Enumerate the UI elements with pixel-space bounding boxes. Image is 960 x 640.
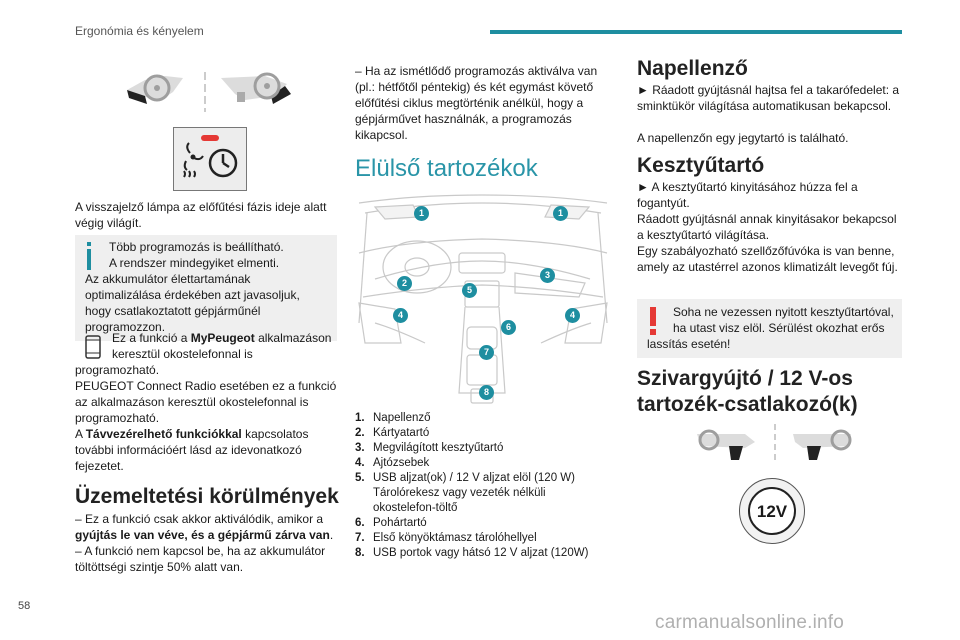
remote-pre: A	[75, 427, 86, 441]
accessories-list	[355, 411, 610, 561]
callout-3: 3	[540, 268, 555, 283]
list-item	[355, 411, 610, 426]
callout-7: 7	[479, 345, 494, 360]
list-item-number	[355, 501, 373, 516]
glovebox-text-2: Ráadott gyújtásnál annak kinyitásakor bekapcsol a kesztyűtartó világítása.	[637, 212, 897, 242]
list-item-number: 6.	[355, 517, 365, 529]
remote-post: kapcsolatos további információért lásd az idevonatkozó fejezetet.	[75, 427, 309, 473]
list-item-text: Megvilágított kesztyűtartó	[373, 442, 504, 454]
operating-conditions-heading: Üzemeltetési körülmények	[75, 485, 339, 508]
callout-1-right: 1	[553, 206, 568, 221]
preheat-indicator-text: A visszajelző lámpa az előfűtési fázis ideje alatt végig világít.	[75, 200, 327, 230]
condition-1	[75, 511, 340, 543]
sunvisor-heading: Napellenző	[637, 57, 748, 80]
list-item	[355, 531, 610, 546]
list-item-number: 4.	[355, 457, 365, 469]
callout-4-left: 4	[393, 308, 408, 323]
phone-note-post1: alkalmazáson keresztül okostelefonnal is	[112, 331, 332, 361]
glovebox-text-1: ► A kesztyűtartó kinyitásához húzza fel a fogantyút.	[637, 180, 858, 210]
page-number: 58	[18, 600, 31, 612]
connect-radio-text: PEUGEOT Connect Radio esetében ez a funkció az alkalmazáson keresztül okostelefonnal is programozható.	[75, 379, 337, 425]
info-note	[75, 235, 337, 341]
steering-wheel-lhd-rhd-icon	[125, 70, 295, 112]
list-item-text: Ajtózsebek	[373, 457, 430, 469]
list-item	[355, 516, 610, 531]
warning-line-3: lassítás esetén!	[647, 337, 731, 351]
list-item-number: 3.	[355, 442, 365, 454]
list-item-text: Tárolórekesz vagy vezeték nélküli	[373, 487, 546, 499]
list-item	[355, 426, 610, 441]
preheat-timer-panel-icon	[173, 127, 247, 191]
lighter-location-lhd-rhd-icon	[695, 424, 855, 464]
condition-1-pre: – Ez a funkció csak akkor aktiválódik, amikor a	[75, 512, 324, 526]
list-item-number: 1.	[355, 412, 365, 424]
info-note-line1: Több programozás is beállítható.	[109, 240, 284, 254]
condition-1-post: .	[329, 528, 334, 542]
list-item-number	[355, 486, 373, 501]
callout-1-left: 1	[414, 206, 429, 221]
remote-functions-text	[75, 426, 340, 474]
sunvisor-text-1: ► Ráadott gyújtásnál hajtsa fel a takarófedelet: a sminktükör világítása automatikusan bekapcsol.	[637, 83, 900, 113]
list-item	[355, 456, 610, 471]
info-note-line2: A rendszer mindegyiket elmenti.	[109, 256, 280, 270]
header-accent-bar	[490, 30, 902, 34]
socket-label: 12V	[748, 487, 796, 535]
watermark: carmanualsonline.info	[655, 612, 845, 633]
condition-2: – A funkció nem kapcsol be, ha az akkumulátor töltöttségi szintje 50% alatt van.	[75, 544, 326, 574]
list-item-number: 7.	[355, 532, 365, 544]
list-item	[355, 441, 610, 456]
glovebox-text-3: Egy szabályozható szellőzőfúvóka is van benne, amely az utastérrel azonos klimatizált levegőt fúj.	[637, 244, 898, 274]
warning-line-1: Soha ne vezessen nyitott kesztyűtartóval,	[673, 305, 894, 319]
socket-12v-icon	[739, 478, 805, 544]
warning-note	[637, 299, 902, 358]
list-item-number: 5.	[355, 472, 365, 484]
phone-note-post2: programozható.	[75, 363, 160, 377]
list-item-text: Kártyatartó	[373, 427, 430, 439]
car-interior-illustration	[355, 193, 610, 405]
repeat-programming-text: – Ha az ismétlődő programozás aktiválva van (pl.: hétfőtől péntekig) és két egymást követő előfűtési ciklus megtörténik anélkül, hogy a gépjárművet használnák, a programozás kikapcsol.	[355, 64, 598, 142]
header-section-title: Ergonómia és kényelem	[75, 24, 204, 38]
smartphone-icon	[85, 335, 101, 359]
front-accessories-heading: Elülső tartozékok	[355, 155, 538, 182]
list-item-text: Első könyöktámasz tárolóhellyel	[373, 532, 537, 544]
remote-bold: Távvezérelhető funkciókkal	[85, 427, 242, 441]
mypeugeot-app-name: MyPeugeot	[190, 331, 255, 345]
list-item	[355, 471, 610, 486]
callout-5: 5	[462, 283, 477, 298]
phone-note-pre: Ez a funkció a	[112, 331, 191, 345]
glovebox-heading: Kesztyűtartó	[637, 154, 765, 177]
list-item-text: Pohártartó	[373, 517, 427, 529]
list-item	[355, 546, 610, 561]
callout-8: 8	[479, 385, 494, 400]
info-note-rest: Az akkumulátor élettartamának optimalizálása érdekében azt javasoljuk, hogy csatlakoztatott gépjárműnél programozzon.	[85, 272, 300, 334]
list-item	[355, 501, 610, 516]
callout-6: 6	[501, 320, 516, 335]
phone-note	[75, 330, 340, 474]
sunvisor-text-2: A napellenzőn egy jegytartó is található.	[637, 131, 849, 145]
list-item-text: USB portok vagy hátsó 12 V aljzat (120W)	[373, 547, 589, 559]
condition-1-bold: gyújtás le van véve, és a gépjármű zárva van	[75, 528, 330, 542]
callout-2: 2	[397, 276, 412, 291]
callout-4-right: 4	[565, 308, 580, 323]
warning-line-2: ha utast visz elöl. Sérülést okozhat erős	[673, 321, 885, 335]
lighter-heading: Szivargyújtó / 12 V-os tartozék-csatlakozó(k)	[637, 367, 858, 416]
list-item-text: Napellenző	[373, 412, 431, 424]
warning-icon	[649, 307, 657, 335]
list-item	[355, 486, 610, 501]
list-item-number: 2.	[355, 427, 365, 439]
list-item-text: okostelefon-töltő	[373, 502, 458, 514]
list-item-number: 8.	[355, 547, 365, 559]
info-icon	[84, 242, 94, 270]
list-item-text: USB aljzat(ok) / 12 V aljzat elöl (120 W)	[373, 472, 575, 484]
